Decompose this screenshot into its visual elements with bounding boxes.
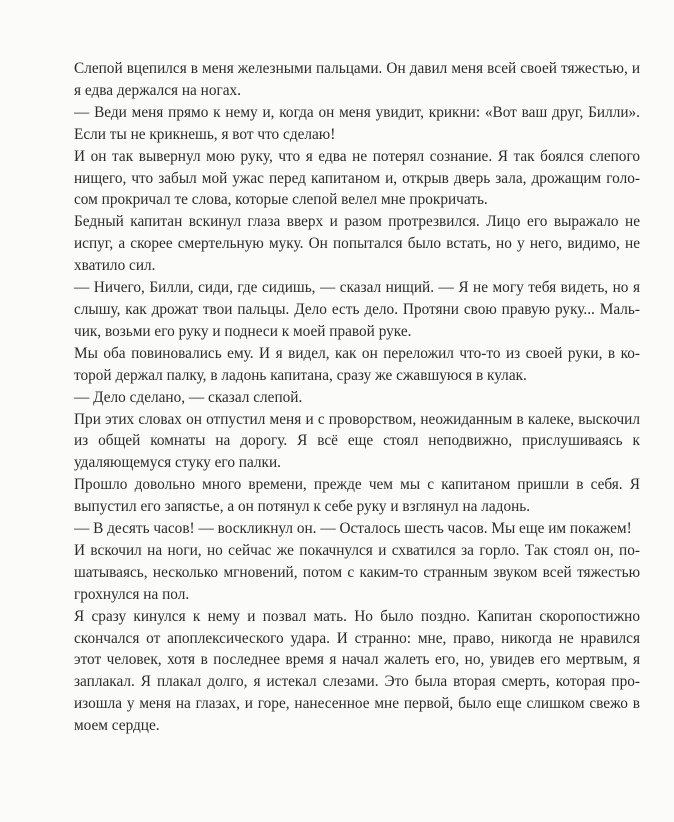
paragraph-4: Бедный капитан вскинул глаза вверх и разом протрезвился. Лицо его выражало не испуг, а скорее смертельную муку. Он попытался было встать, но у него, видимо, не хватило сил.	[74, 213, 640, 275]
paragraph-6: Мы оба повиновались ему. И я видел, как он переложил что-то из своей руки, в которой держал палку, в ладонь капитана, сразу же сжавшуюся в кулак.	[74, 344, 640, 384]
paragraph-3: И он так вывернул мою руку, что я едва не потерял сознание. Я так боялся слепого нищего, что забыл мой ужас перед капитаном и, открыв дверь зала, дрожащим голосом прокричал те слова, которые слепой велел мне прокричать.	[74, 147, 640, 209]
paragraph-12: Я сразу кинулся к нему и позвал мать. Но было поздно. Капитан скоропостижно скончался от апоплексического удара. И странно: мне, право, никогда не нравился этот человек, хотя в последнее время я начал жалеть его, но, увидев его мертвым, я заплакал. Я плакал долго, я истекал слезами. Это была вторая смерть, которая произошла у меня на глазах, и горе, нанесенное мне первой, было еще слишком свежо в моем сердце.	[74, 607, 640, 735]
paragraph-11: И вскочил на ноги, но сейчас же покачнулся и схватился за горло. Так стоял он, пошатываясь, несколько мгновений, потом с каким-то странным звуком всей тяжестью грохнулся на пол.	[74, 541, 640, 603]
paragraph-5: — Ничего, Билли, сиди, где сидишь, — сказал нищий. — Я не могу тебя видеть, но я слышу, как дрожат твои пальцы. Дело есть дело. Протяни свою правую руку... Мальчик, возьми его руку и поднеси к моей правой руке.	[74, 279, 640, 340]
body-text	[74, 58, 640, 737]
paragraph-1: Слепой вцепился в меня железными пальцами. Он давил меня всей своей тяжестью, и я едва держался на ногах.	[74, 60, 640, 99]
paragraph-10: — В десять часов! — воскликнул он. — Осталось шесть часов. Мы еще им покажем!	[74, 520, 632, 538]
paragraph-7: — Дело сделано, — сказал слепой.	[74, 388, 303, 406]
paragraph-2: — Веди меня прямо к нему и, когда он меня увидит, крикни: «Вот ваш друг, Билли». Если ты не крикнешь, я вот что сделаю!	[74, 103, 640, 143]
paragraph-8: При этих словах он отпустил меня и с проворством, неожиданным в калеке, выскочил из общей комнаты на дорогу. Я всё еще стоял неподвижно, прислушиваясь к удаляющемуся стуку его палки.	[74, 410, 640, 472]
paragraph-9: Прошло довольно много времени, прежде чем мы с капитаном пришли в себя. Я выпустил его запястье, а он потянул к себе руку и взглянул на ладонь.	[74, 476, 640, 516]
